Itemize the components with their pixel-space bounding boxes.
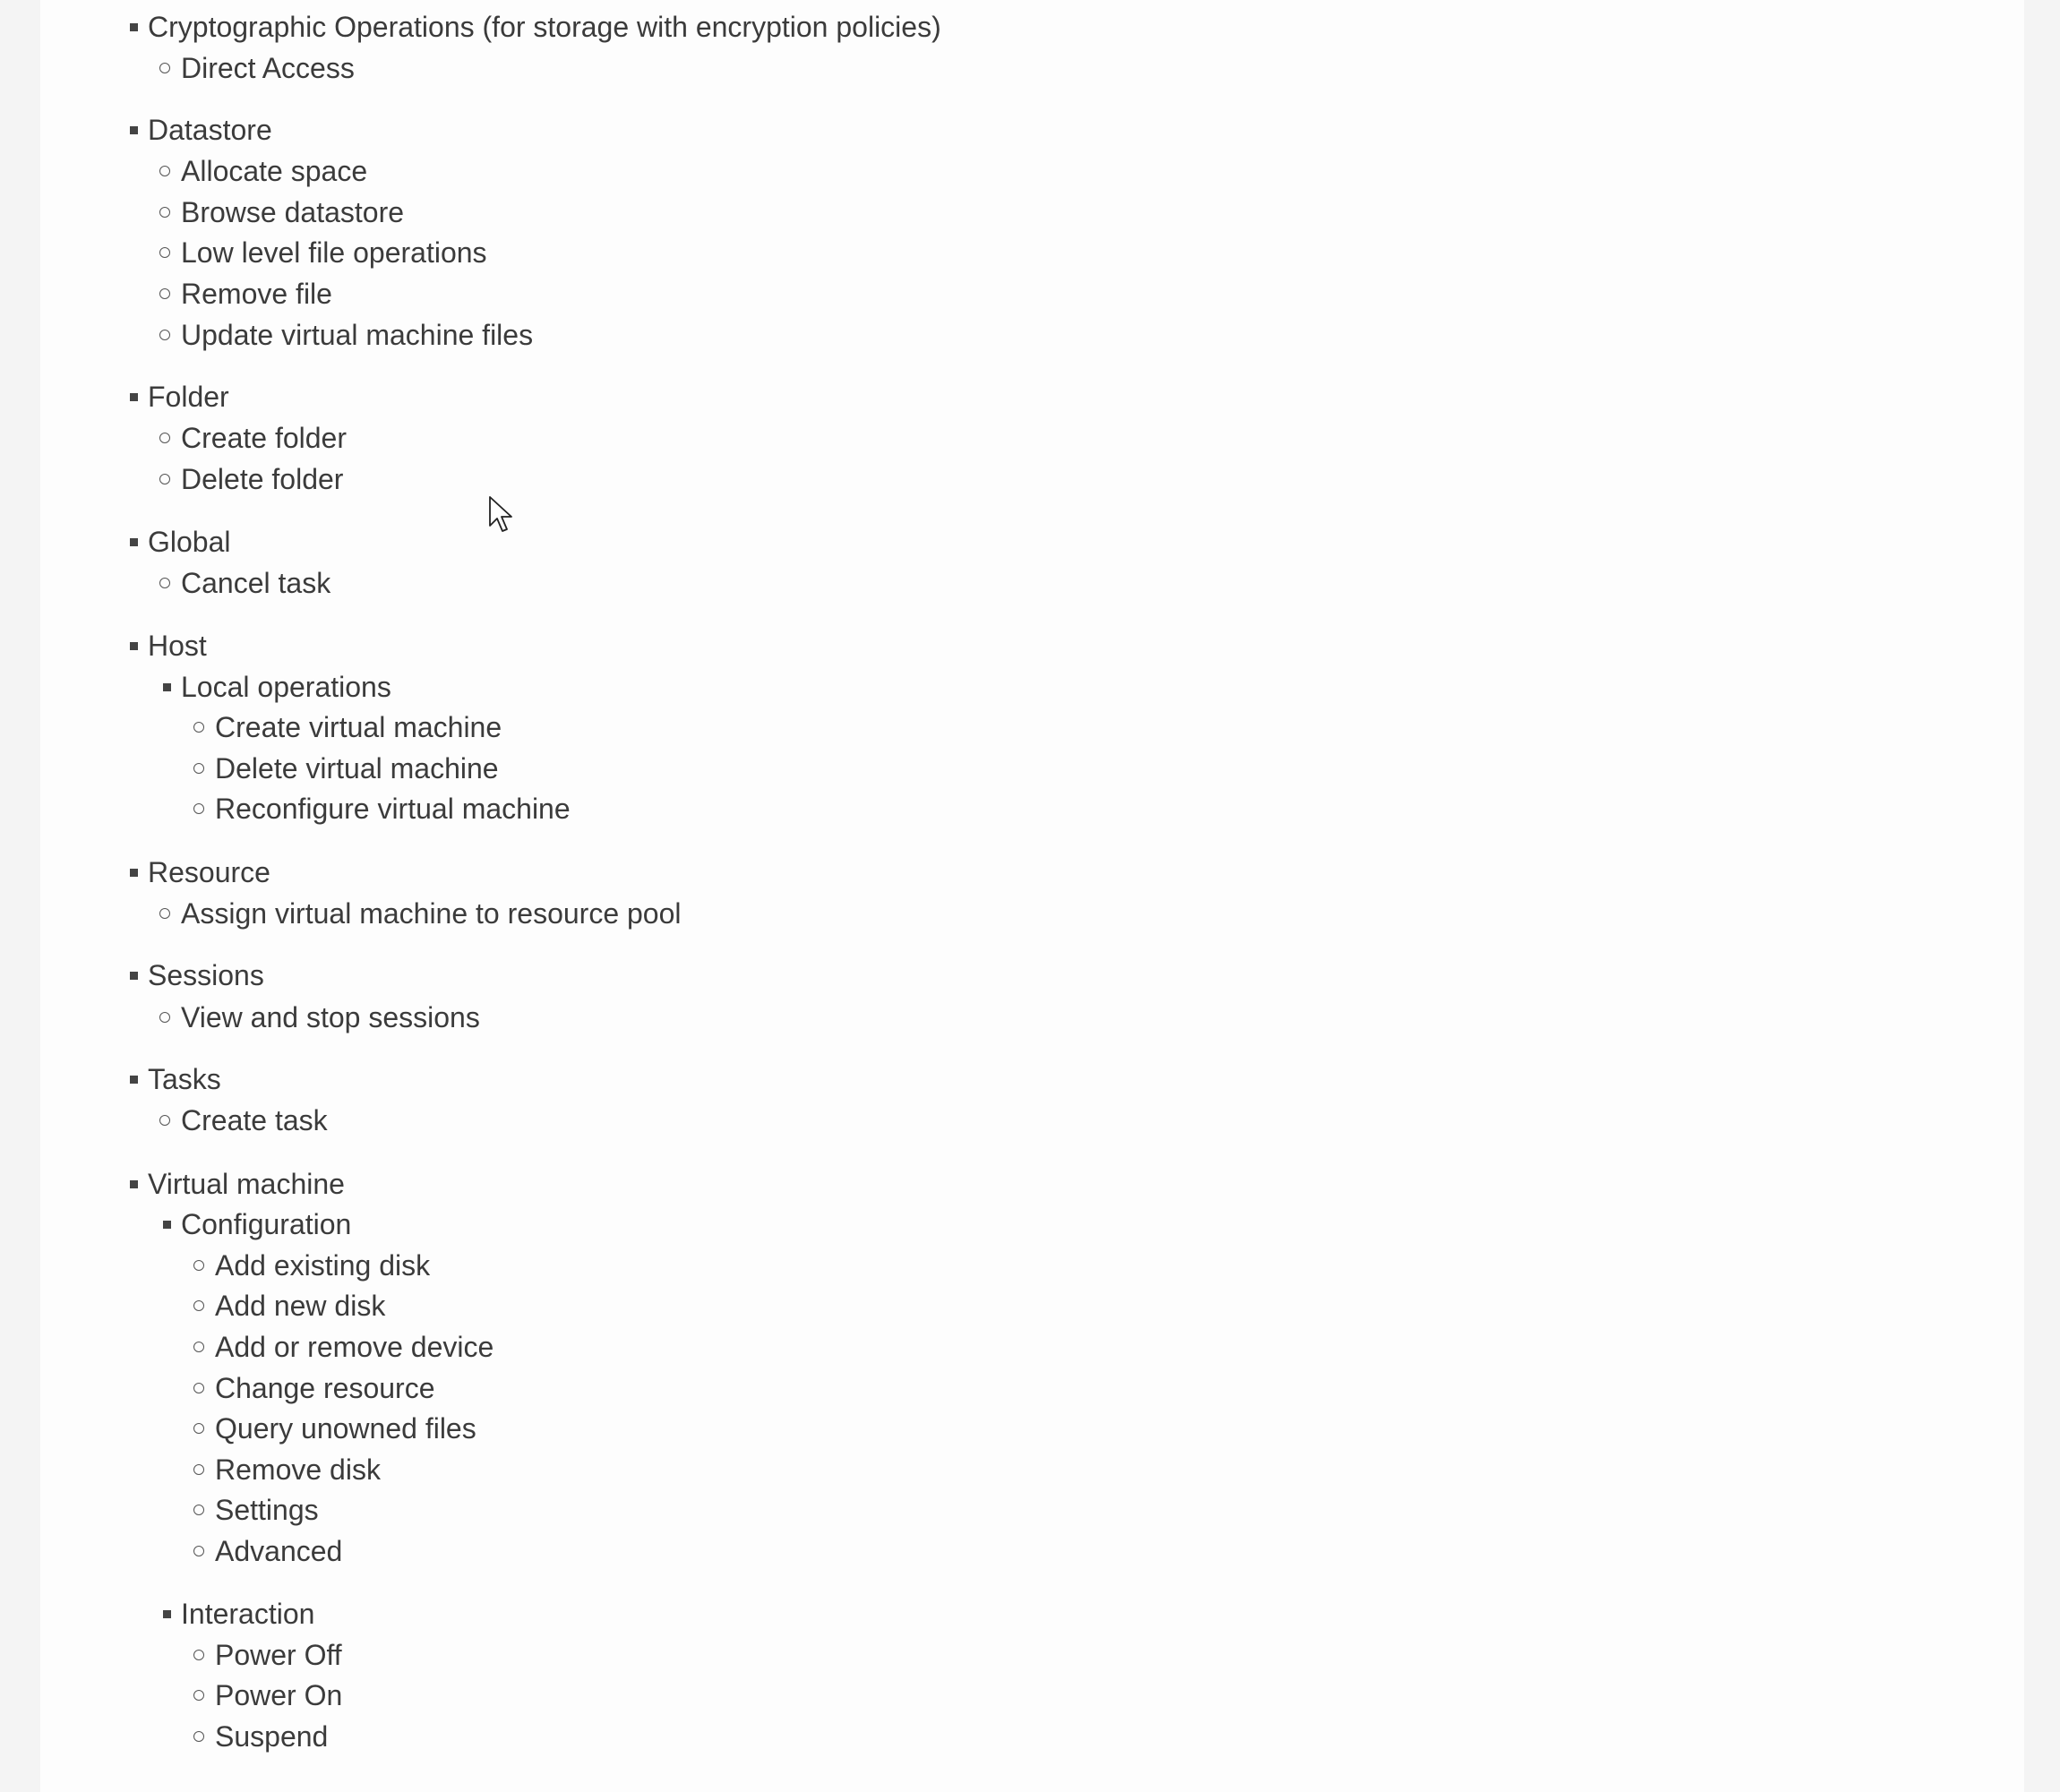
- circle-bullet-icon: [159, 433, 170, 443]
- list-item: [148, 376, 229, 417]
- privilege-label: Remove file: [181, 278, 332, 310]
- list-item: [148, 6, 941, 47]
- privilege-label: Allocate space: [181, 155, 368, 187]
- privilege-label: Advanced: [215, 1535, 343, 1567]
- privilege-label: View and stop sessions: [181, 1001, 480, 1033]
- privilege-label: Query unowned files: [215, 1412, 476, 1445]
- circle-bullet-icon: [193, 763, 204, 774]
- subsection-label: Configuration: [181, 1208, 352, 1240]
- square-bullet-icon: [130, 642, 138, 650]
- list-item: [181, 192, 404, 233]
- privilege-label: Delete folder: [181, 463, 344, 495]
- section-label: Datastore: [148, 114, 272, 146]
- square-bullet-icon: [130, 972, 138, 980]
- list-item: [215, 1368, 434, 1409]
- square-bullet-icon: [130, 1180, 138, 1188]
- list-item: [215, 1675, 342, 1716]
- list-item: [215, 1449, 381, 1490]
- privilege-label: Power Off: [215, 1639, 342, 1671]
- list-item: [215, 1489, 319, 1530]
- square-bullet-icon: [130, 1076, 138, 1084]
- privilege-label: Reconfigure virtual machine: [215, 793, 571, 825]
- square-bullet-icon: [130, 23, 138, 31]
- subsection-label: Interaction: [181, 1598, 315, 1630]
- list-item: [181, 459, 343, 500]
- list-item: [215, 707, 502, 748]
- square-bullet-icon: [130, 538, 138, 546]
- circle-bullet-icon: [193, 1464, 204, 1475]
- circle-bullet-icon: [193, 803, 204, 814]
- privilege-label: Power On: [215, 1679, 343, 1711]
- circle-bullet-icon: [159, 578, 170, 588]
- list-item: [148, 109, 272, 150]
- privilege-label: Add new disk: [215, 1290, 386, 1322]
- list-item: [148, 625, 207, 666]
- square-bullet-icon: [163, 683, 171, 691]
- list-item: [148, 955, 264, 996]
- circle-bullet-icon: [159, 908, 170, 919]
- section-label: Tasks: [148, 1063, 221, 1095]
- privilege-label: Delete virtual machine: [215, 752, 499, 785]
- privilege-label: Update virtual machine files: [181, 319, 534, 351]
- square-bullet-icon: [130, 869, 138, 877]
- circle-bullet-icon: [159, 207, 170, 218]
- list-item: [215, 1634, 342, 1676]
- list-item: [215, 788, 571, 829]
- circle-bullet-icon: [193, 1690, 204, 1701]
- document-page: [40, 0, 2024, 1792]
- section-label: Cryptographic Operations (for storage with encryption policies): [148, 11, 941, 43]
- circle-bullet-icon: [159, 247, 170, 258]
- circle-bullet-icon: [159, 474, 170, 484]
- section-label: Folder: [148, 381, 229, 413]
- square-bullet-icon: [163, 1221, 171, 1229]
- circle-bullet-icon: [193, 1546, 204, 1556]
- circle-bullet-icon: [159, 63, 170, 73]
- square-bullet-icon: [163, 1610, 171, 1618]
- list-item: [148, 1059, 221, 1100]
- mouse-pointer-icon: [488, 495, 515, 535]
- section-label: Sessions: [148, 959, 264, 991]
- circle-bullet-icon: [159, 1115, 170, 1126]
- list-item: [148, 521, 231, 562]
- privilege-label: Settings: [215, 1494, 319, 1526]
- section-label: Resource: [148, 856, 270, 888]
- list-item: [181, 417, 347, 459]
- list-item: [215, 1285, 385, 1326]
- privilege-label: Direct Access: [181, 52, 355, 84]
- privilege-label: Add or remove device: [215, 1331, 494, 1363]
- privilege-label: Cancel task: [181, 567, 331, 599]
- section-label: Virtual machine: [148, 1168, 345, 1200]
- privilege-label: Create task: [181, 1104, 328, 1136]
- list-item: [148, 852, 270, 893]
- list-item: [215, 1408, 476, 1449]
- list-item: [181, 1100, 328, 1141]
- list-item: [181, 47, 355, 89]
- privilege-label: Suspend: [215, 1720, 329, 1753]
- circle-bullet-icon: [193, 1260, 204, 1271]
- square-bullet-icon: [130, 393, 138, 401]
- list-item: [181, 150, 367, 192]
- section-label: Host: [148, 630, 207, 662]
- circle-bullet-icon: [193, 722, 204, 733]
- list-item: [148, 1163, 345, 1205]
- list-item: [181, 232, 487, 273]
- list-item: [181, 893, 682, 934]
- list-item: [215, 1716, 328, 1757]
- circle-bullet-icon: [193, 1505, 204, 1515]
- circle-bullet-icon: [159, 330, 170, 340]
- circle-bullet-icon: [193, 1383, 204, 1393]
- list-item: [181, 562, 330, 604]
- list-item: [181, 1593, 314, 1634]
- section-label: Global: [148, 526, 231, 558]
- privilege-label: Remove disk: [215, 1453, 381, 1486]
- list-item: [181, 997, 480, 1038]
- circle-bullet-icon: [159, 1012, 170, 1023]
- subsection-label: Local operations: [181, 671, 391, 703]
- privilege-label: Change resource: [215, 1372, 435, 1404]
- list-item: [215, 1245, 430, 1286]
- circle-bullet-icon: [193, 1423, 204, 1434]
- list-item: [181, 273, 332, 314]
- list-item: [181, 314, 533, 356]
- list-item: [181, 1204, 351, 1245]
- circle-bullet-icon: [159, 288, 170, 299]
- list-item: [181, 666, 391, 707]
- privilege-label: Browse datastore: [181, 196, 405, 228]
- privilege-label: Low level file operations: [181, 236, 487, 269]
- privilege-label: Create folder: [181, 422, 347, 454]
- list-item: [215, 748, 499, 789]
- circle-bullet-icon: [193, 1650, 204, 1660]
- list-item: [215, 1530, 342, 1572]
- circle-bullet-icon: [193, 1300, 204, 1311]
- privilege-label: Assign virtual machine to resource pool: [181, 897, 682, 930]
- list-item: [215, 1326, 494, 1368]
- privilege-label: Add existing disk: [215, 1249, 431, 1282]
- circle-bullet-icon: [193, 1342, 204, 1352]
- square-bullet-icon: [130, 126, 138, 134]
- privilege-label: Create virtual machine: [215, 711, 502, 743]
- circle-bullet-icon: [159, 166, 170, 176]
- circle-bullet-icon: [193, 1731, 204, 1742]
